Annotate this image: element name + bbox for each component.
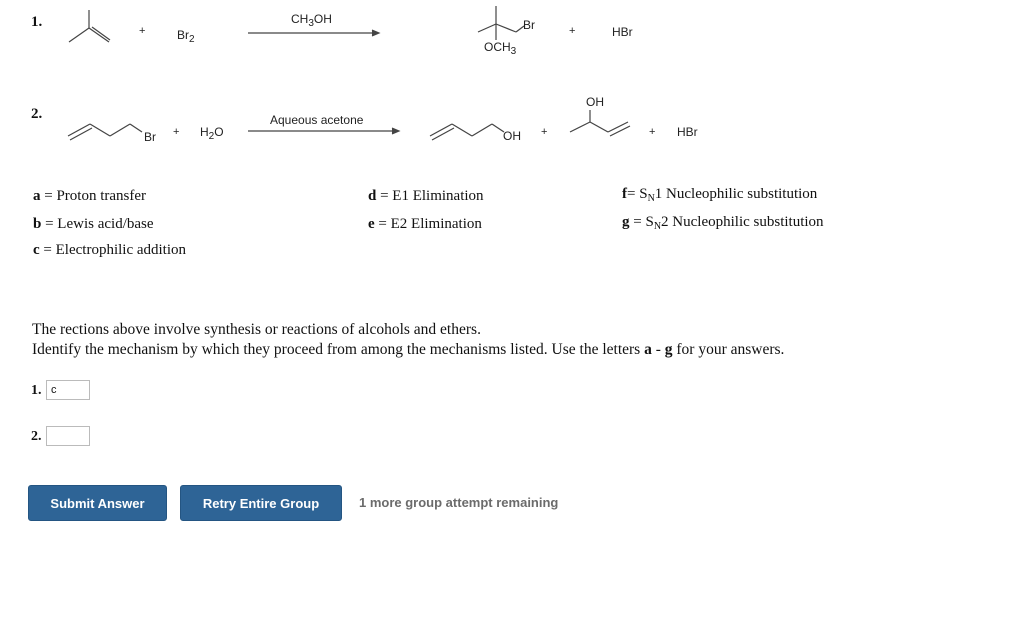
mechanism-e: e = E2 Elimination: [368, 216, 482, 232]
product-2-oh-label: OH: [586, 95, 604, 109]
reaction-arrow-2: [248, 126, 403, 136]
isobutylene-structure: [64, 6, 114, 48]
plus-sign: +: [649, 126, 656, 138]
plus-sign: +: [541, 126, 548, 138]
reaction-arrow-1: [248, 28, 383, 38]
answer-1-input[interactable]: [46, 380, 90, 400]
submit-answer-button[interactable]: Submit Answer: [28, 485, 167, 521]
reaction-2-number: 2.: [31, 106, 43, 122]
mechanism-a: a = Proton transfer: [33, 188, 147, 204]
mechanism-f: $f= S_N1$ Nucleophilic substitution: [622, 186, 818, 204]
mechanism-d: d = E1 Elimination: [368, 188, 484, 204]
plus-sign: +: [569, 25, 576, 37]
answer-1-label: 1.: [31, 383, 42, 398]
plus-sign: +: [173, 126, 180, 138]
product-br-label: Br: [523, 18, 535, 32]
mechanism-b: b = Lewis acid/base: [33, 216, 154, 232]
mechanism-g: $g = S_N2$ Nucleophilic substitution: [622, 214, 824, 232]
instructions-line-1: The rections above involve synthesis or reactions of alcohols and ethers.: [32, 321, 481, 338]
attempts-remaining-status: 1 more group attempt remaining: [359, 495, 559, 510]
reaction-2-conditions: Aqueous acetone: [270, 113, 364, 127]
product-oh-label: OH: [503, 129, 521, 143]
reaction-1-number: 1.: [31, 14, 43, 30]
reactant-br-label: Br: [144, 130, 156, 144]
allyl-bromide-structure: [66, 116, 146, 142]
reagent-br2: $Br_2$: [177, 28, 195, 45]
reaction-1-conditions: $CH_3OH$: [291, 12, 332, 29]
product-och3-label: $OCH_3$: [484, 40, 517, 57]
instructions-line-2: Identify the mechanism by which they proceed from among the mechanisms listed. Use the letters a - g for your answers.: [32, 341, 785, 358]
retry-entire-group-button[interactable]: Retry Entire Group: [180, 485, 342, 521]
byproduct-hbr: HBr: [677, 125, 698, 139]
but-3-en-2-ol-structure: [568, 106, 634, 140]
byproduct-hbr: HBr: [612, 25, 633, 39]
answer-2-input[interactable]: [46, 426, 90, 446]
mechanism-c: c = Electrophilic addition: [33, 242, 187, 258]
reagent-h2o: $H_2O$: [200, 125, 224, 142]
plus-sign: +: [139, 25, 146, 37]
answer-2-label: 2.: [31, 429, 42, 444]
allyl-alcohol-structure: [428, 116, 508, 142]
